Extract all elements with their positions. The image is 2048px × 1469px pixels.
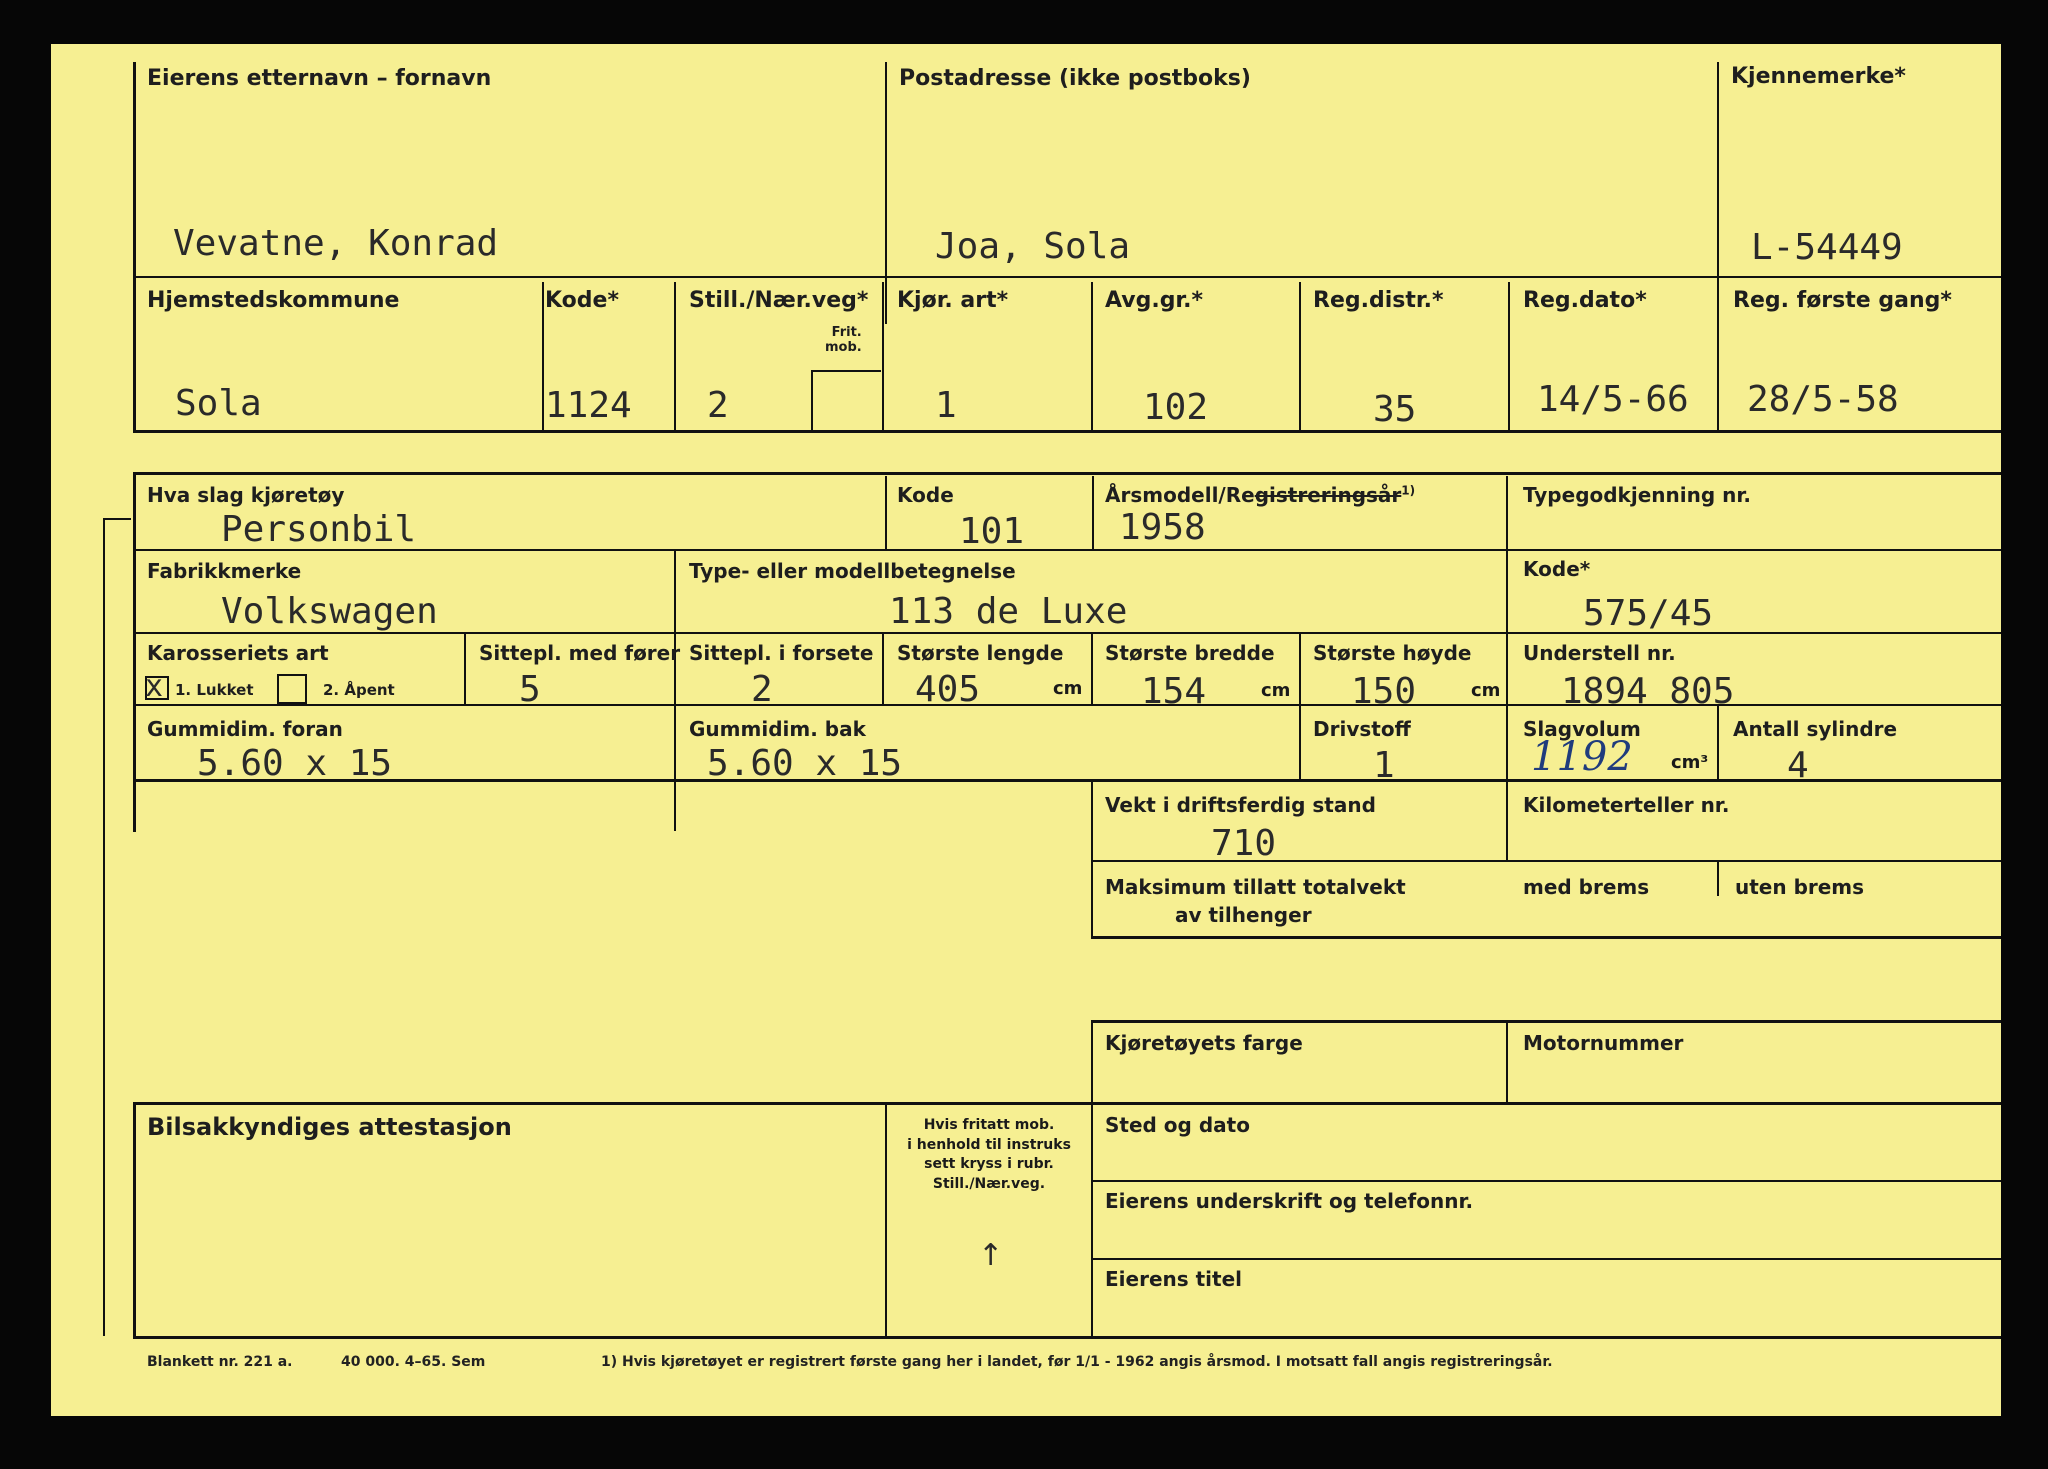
arsmodell-struck: gistreringsår (1254, 483, 1402, 507)
width-label: Største bredde (1105, 641, 1275, 665)
frit-mob-label: Frit. mob. (825, 325, 862, 355)
arsmodell-label (1105, 484, 1415, 507)
municipality-label: Hjemstedskommune (147, 288, 400, 313)
rule (1299, 282, 1301, 432)
rule (1091, 1180, 2001, 1182)
rule (674, 551, 676, 831)
rule (103, 518, 131, 520)
volume-label: Slagvolum (1523, 717, 1641, 741)
rule (885, 1104, 887, 1336)
width-unit: cm (1261, 680, 1291, 701)
tire-front-label: Gummidim. foran (147, 717, 343, 741)
kode2-value: 575/45 (1583, 593, 1714, 634)
lukket-label: 1. Lukket (175, 681, 254, 699)
height-unit: cm (1471, 680, 1501, 701)
blankett-number: Blankett nr. 221 a. (147, 1354, 293, 1370)
fuel-label: Drivstoff (1313, 717, 1411, 741)
max-weight-label-2: av tilhenger (1175, 903, 1312, 927)
vehicle-kode-value: 101 (959, 511, 1025, 552)
place-date-label: Sted og dato (1105, 1113, 1250, 1137)
rule (811, 370, 813, 430)
rule (1506, 1022, 1508, 1102)
rule (1506, 782, 1508, 862)
max-weight-label-1: Maksimum tillatt totalvekt (1105, 875, 1406, 899)
regdistr-value: 35 (1373, 389, 1417, 430)
still-label: Still./Nær.veg* (689, 288, 869, 313)
make-label: Fabrikkmerke (147, 559, 302, 583)
rule (133, 62, 136, 432)
uten-brems-label: uten brems (1735, 875, 1865, 899)
seats-label: Sittepl. med fører (479, 641, 681, 665)
registration-card (51, 44, 2001, 1416)
width-value: 154 (1141, 671, 1207, 712)
rule (882, 282, 884, 432)
kode2-label: Kode* (1523, 557, 1591, 581)
rule (133, 779, 2001, 782)
signature-label: Eierens underskrift og telefonnr. (1105, 1189, 1474, 1213)
length-unit: cm (1053, 678, 1083, 699)
motor-label: Motornummer (1523, 1031, 1684, 1055)
print-info: 40 000. 4–65. Sem (341, 1354, 486, 1370)
med-brems-label: med brems (1523, 875, 1650, 899)
mob-note: Hvis fritatt mob. i henhold til instruks sett kryss i rubr. Still./Nær.veg. (907, 1117, 1071, 1192)
address-value: Joa, Sola (935, 226, 1131, 267)
rule (885, 62, 887, 324)
volume-unit: cm³ (1671, 752, 1709, 773)
rule (1091, 1022, 1093, 1102)
typegodkjenning-label: Typegodkjenning nr. (1523, 483, 1751, 507)
regforste-value: 28/5-58 (1747, 379, 1899, 420)
cylinders-label: Antall sylindre (1733, 717, 1898, 741)
rule (542, 282, 544, 432)
chassis-label: Understell nr. (1523, 641, 1676, 665)
vehicle-type-label: Hva slag kjøretøy (147, 483, 345, 507)
address-label: Postadresse (ikke postboks) (899, 66, 1251, 91)
rule (133, 472, 136, 832)
model-value: 113 de Luxe (889, 591, 1128, 632)
weight-label: Vekt i driftsferdig stand (1105, 793, 1376, 817)
volume-value: 1192 (1531, 734, 1633, 780)
avg-label: Avg.gr.* (1105, 288, 1204, 313)
length-value: 405 (915, 669, 981, 710)
make-value: Volkswagen (221, 591, 438, 632)
owner-label: Eierens etternavn – fornavn (147, 66, 492, 91)
rule (674, 282, 676, 432)
rule (1506, 476, 1508, 831)
rule (133, 472, 2001, 475)
rule (885, 476, 887, 550)
kjor-label: Kjør. art* (897, 288, 1009, 313)
rule (1717, 862, 1719, 896)
rule (1091, 936, 2001, 939)
lukket-mark: x (145, 669, 164, 704)
height-label: Største høyde (1313, 641, 1472, 665)
tire-front-value: 5.60 x 15 (197, 743, 393, 784)
vehicle-type-value: Personbil (221, 509, 417, 550)
rule (1091, 1258, 2001, 1260)
tire-rear-value: 5.60 x 15 (707, 743, 903, 784)
arrow-mark: ↑ (978, 1238, 1004, 1273)
body-label: Karosseriets art (147, 641, 329, 665)
rule (133, 632, 2001, 634)
arsmodell-marker: 1) (1401, 483, 1416, 498)
regdato-value: 14/5-66 (1537, 379, 1689, 420)
height-value: 150 (1351, 671, 1417, 712)
arsmodell-value: 1958 (1119, 507, 1206, 548)
rule (133, 1102, 2001, 1105)
rule (1091, 282, 1093, 432)
rule (1508, 549, 2001, 551)
plate-value: L-54449 (1751, 227, 1903, 268)
rule (103, 518, 105, 1336)
rule (1717, 282, 1719, 432)
kode-label: Kode* (545, 288, 619, 313)
rule (811, 370, 881, 372)
weight-value: 710 (1211, 823, 1277, 864)
fuel-value: 1 (1373, 745, 1395, 786)
municipality-value: Sola (175, 383, 262, 424)
rule (1091, 1020, 2001, 1023)
regdato-label: Reg.dato* (1523, 288, 1647, 313)
rule (1091, 634, 1093, 704)
front-seats-label: Sittepl. i forsete (689, 641, 874, 665)
rule (1091, 1104, 1093, 1336)
vehicle-kode-label: Kode (897, 483, 954, 507)
model-label: Type- eller modellbetegnelse (689, 559, 1016, 583)
rule (133, 1102, 136, 1338)
still-value: 2 (707, 385, 729, 426)
tire-rear-label: Gummidim. bak (689, 717, 866, 741)
rule (133, 276, 2001, 278)
plate-label: Kjennemerke* (1731, 64, 1906, 89)
kode-value: 1124 (545, 385, 632, 426)
color-label: Kjøretøyets farge (1105, 1031, 1303, 1055)
length-label: Største lengde (897, 641, 1064, 665)
front-seats-value: 2 (751, 669, 773, 710)
owner-value: Vevatne, Konrad (173, 223, 499, 264)
arsmodell-text: Årsmodell/Re (1105, 483, 1255, 507)
chassis-value: 1894 805 (1561, 671, 1735, 712)
regforste-label: Reg. første gang* (1733, 288, 1952, 313)
rule (1299, 634, 1301, 779)
seats-value: 5 (519, 669, 541, 710)
owner-title-label: Eierens titel (1105, 1267, 1243, 1291)
rule (464, 634, 466, 704)
rule (133, 430, 2001, 433)
avg-value: 102 (1143, 387, 1209, 428)
rule (133, 1336, 2001, 1339)
apent-checkbox (277, 674, 307, 704)
attest-title: Bilsakkyndiges attestasjon (147, 1113, 512, 1141)
rule (1508, 282, 1510, 432)
rule (1092, 476, 1094, 550)
regdistr-label: Reg.distr.* (1313, 288, 1444, 313)
rule (1717, 706, 1719, 779)
rule (882, 634, 884, 704)
odometer-label: Kilometerteller nr. (1523, 793, 1730, 817)
footnote: 1) Hvis kjøretøyet er registrert første gang her i landet, før 1/1 - 1962 angis årsmod. I motsatt fall angis registreringsår. (601, 1354, 1553, 1370)
kjor-value: 1 (935, 385, 957, 426)
cylinders-value: 4 (1787, 745, 1809, 786)
apent-label: 2. Åpent (323, 681, 395, 699)
